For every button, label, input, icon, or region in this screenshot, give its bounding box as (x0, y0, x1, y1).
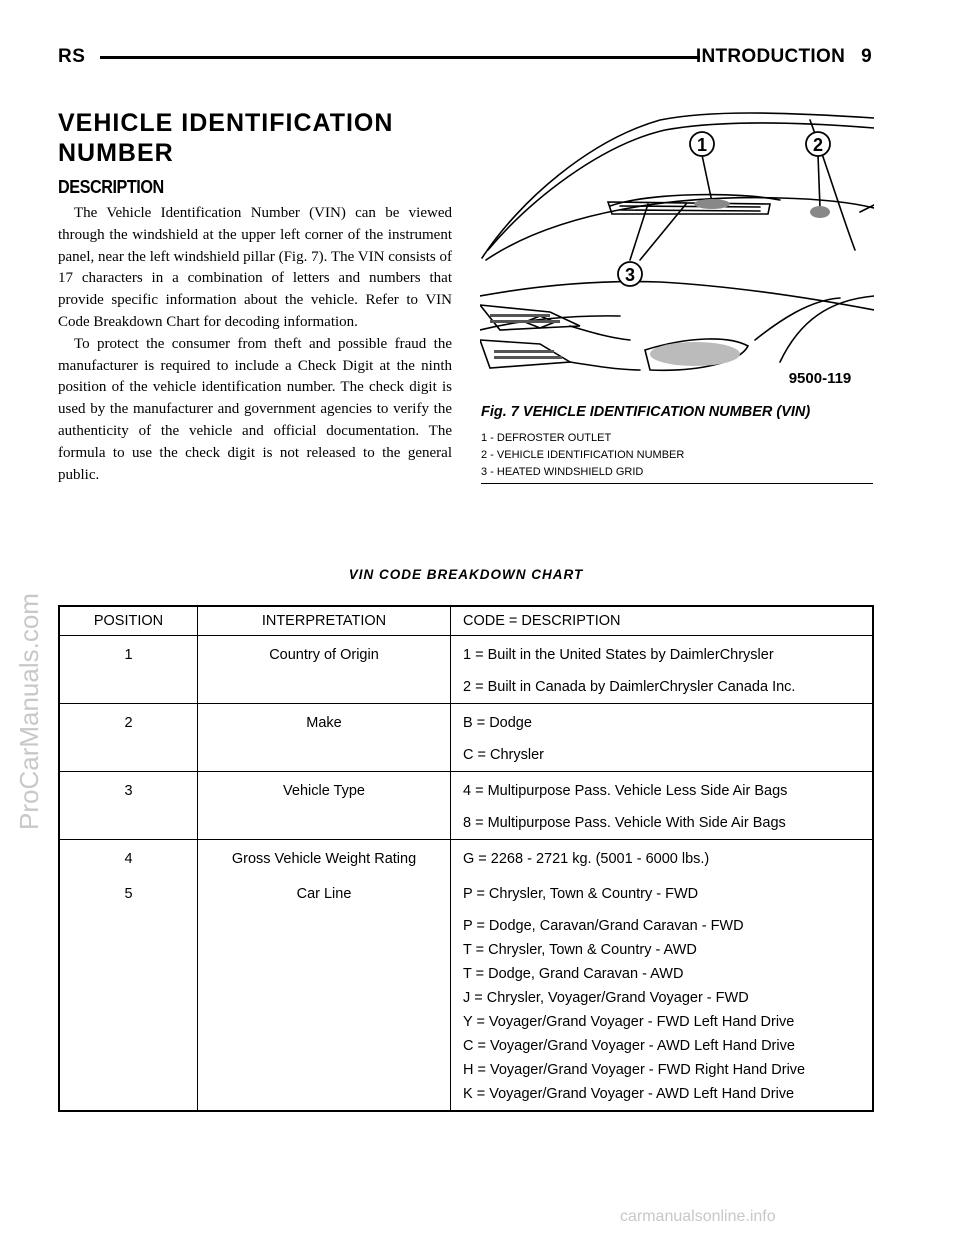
code-description: T = Chrysler, Town & Country - AWD (463, 942, 697, 958)
side-watermark: ProCarManuals.com (14, 593, 44, 830)
legend-rule (481, 483, 873, 484)
windshield-illustration (480, 100, 874, 400)
code-description: H = Voyager/Grand Voyager - FWD Right Hand Drive (463, 1062, 806, 1078)
position-cell: 2 (59, 704, 198, 772)
interpretation-cell: Country of Origin (198, 636, 451, 704)
position-cell: 4 (59, 840, 198, 876)
legend-item: 2 - VEHICLE IDENTIFICATION NUMBER (481, 449, 685, 461)
figure-caption: Fig. 7 VEHICLE IDENTIFICATION NUMBER (VIN) (481, 404, 811, 420)
chart-title: VIN CODE BREAKDOWN CHART (348, 567, 584, 582)
table-body (59, 636, 873, 1112)
vin-code-table (58, 605, 874, 1112)
code-description: G = 2268 - 2721 kg. (5001 - 6000 lbs.) (463, 851, 710, 867)
column-header: POSITION (59, 606, 198, 636)
table-row (59, 704, 873, 772)
code-description: J = Chrysler, Voyager/Grand Voyager - FWD (463, 990, 749, 1006)
code-description: T = Dodge, Grand Caravan - AWD (463, 966, 684, 982)
code-description: P = Chrysler, Town & Country - FWD (463, 886, 699, 902)
chapter-title: INTRODUCTION (695, 46, 846, 67)
table-row (59, 840, 873, 876)
interpretation-cell: Gross Vehicle Weight Rating (198, 840, 451, 876)
position-cell: 3 (59, 772, 198, 840)
paragraph: The Vehicle Identification Number (VIN) can be viewed through the windshield at the upper left corner of the instrument panel, near the left windshield pillar (Fig. 7). The VIN consists of 17 characters in a combination of letters and numbers that provide specific information about the vehicle. Refer to VIN Code Breakdown Chart for decoding information. (58, 205, 452, 330)
description-text (58, 203, 452, 486)
figure-legend (481, 430, 873, 481)
section-subheading: DESCRIPTION (58, 177, 164, 197)
position-cell: 5 (59, 875, 198, 1111)
bottom-watermark: carmanualsonline.info (620, 1208, 776, 1225)
interpretation-cell: Vehicle Type (198, 772, 451, 840)
header-rule (100, 56, 700, 59)
column-header: CODE = DESCRIPTION (451, 606, 874, 636)
description-cell (451, 704, 874, 772)
code-description: 8 = Multipurpose Pass. Vehicle With Side Air Bags (463, 815, 786, 831)
code-description: 4 = Multipurpose Pass. Vehicle Less Side Air Bags (463, 783, 788, 799)
callout-2: 2 (812, 135, 824, 155)
paragraph: To protect the consumer from theft and possible fraud the manufacturer is required to include a Check Digit at the ninth position of the vehicle identification number. The check digit is used by the manufacturer and government agencies to verify the authenticity of the vehicle and official documentation. The formula to use the check digit is not released to the general public. (58, 335, 452, 483)
interpretation-cell: Car Line (198, 875, 451, 1111)
callout-1: 1 (696, 135, 708, 155)
description-cell (451, 636, 874, 704)
table-header-row (59, 606, 873, 636)
description-cell (451, 772, 874, 840)
description-cell (451, 840, 874, 876)
page-title: VEHICLE IDENTIFICATION NUMBER (58, 109, 394, 167)
code-description: K = Voyager/Grand Voyager - AWD Left Hand Drive (463, 1086, 795, 1102)
code-description: C = Chrysler (463, 747, 544, 763)
section-code: RS (58, 46, 86, 67)
code-description: 1 = Built in the United States by DaimlerChrysler (463, 647, 774, 663)
table-row (59, 875, 873, 1111)
code-description: 2 = Built in Canada by DaimlerChrysler Canada Inc. (463, 679, 796, 695)
column-header: INTERPRETATION (198, 606, 451, 636)
page-number: 9 (861, 46, 872, 67)
table-row (59, 772, 873, 840)
code-description: C = Voyager/Grand Voyager - AWD Left Hand Drive (463, 1038, 795, 1054)
header-right (696, 46, 872, 68)
interpretation-cell: Make (198, 704, 451, 772)
description-cell (451, 875, 874, 1111)
code-description: B = Dodge (463, 715, 532, 731)
code-description: P = Dodge, Caravan/Grand Caravan - FWD (463, 918, 744, 934)
code-description: Y = Voyager/Grand Voyager - FWD Left Hand Drive (463, 1014, 795, 1030)
table-row (59, 636, 873, 704)
legend-item: 3 - HEATED WINDSHIELD GRID (481, 466, 644, 478)
figure-code: 9500-119 (788, 370, 852, 387)
position-cell: 1 (59, 636, 198, 704)
legend-item: 1 - DEFROSTER OUTLET (481, 432, 612, 444)
callout-3: 3 (624, 265, 636, 285)
